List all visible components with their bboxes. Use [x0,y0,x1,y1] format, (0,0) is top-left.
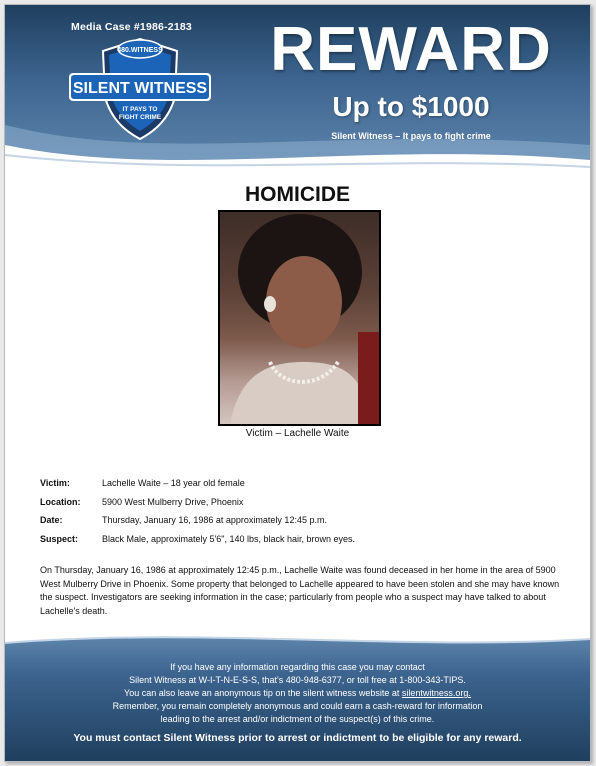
fact-label: Victim: [40,478,70,488]
reward-title: REWARD [270,15,552,84]
crime-type-heading: HOMICIDE [245,183,350,206]
footer-line-3 [5,688,590,698]
footer-line-2: Silent Witness at W-I-T-N-E-S-S, that's 480-948-6377, or toll free at 1-800-343-TIPS. [129,675,466,685]
fact-value: Black Male, approximately 5'6", 140 lbs, black hair, brown eyes. [102,533,356,544]
photo-caption: Victim – Lachelle Waite [245,428,350,439]
victim-photo [218,210,381,426]
footer-line-1: If you have any information regarding this case you may contact [170,662,425,672]
fact-value: Lachelle Waite – 18 year old female [102,478,245,488]
case-narrative: On Thursday, January 16, 1986 at approximately 12:45 p.m., Lachelle Waite was found deceased in her home in the area of 5900 West Mulberry Drive in Phoenix. Some property that belonged to Lachelle appeared to have been stolen and she may have known the suspect. Investigators are seeking information in the case; particularly from people who a suspect may have talked to about Lachelle's death. [40,565,560,616]
logo-sub-text-1: IT PAYS TO [122,106,158,113]
footer-line-5: leading to the arrest and/or indictment of the suspect(s) of this crime. [160,714,435,724]
fact-label: Location: [40,496,81,507]
victim-portrait-placeholder [220,212,379,424]
header-tagline: Silent Witness – It pays to fight crime [331,131,491,141]
flyer-page [4,4,591,762]
website-link[interactable]: silentwitness.org. [401,688,471,698]
silent-witness-logo [65,35,215,143]
reward-amount: Up to $1000 [332,91,490,122]
logo-sub-text-2: FIGHT CRIME [118,114,162,121]
logo-main-text: SILENT WITNESS [72,80,208,97]
footer-line-4: Remember, you remain completely anonymous and could earn a cash-reward for information [112,701,483,711]
footer-line-3-text: You can also leave an anonymous tip on the silent witness website at [124,688,400,698]
header-banner [5,5,590,173]
fact-value: 5900 West Mulberry Drive, Phoenix [102,496,244,507]
fact-value: Thursday, January 16, 1986 at approximately 12:45 p.m. [102,515,327,525]
footer-eligibility-notice: You must contact Silent Witness prior to arrest or indictment to be eligible for any reward. [73,732,522,744]
media-case-number: Media Case #1986-2183 [71,21,192,33]
fact-label: Date: [40,515,63,525]
logo-number-text: 480.WITNESS [117,47,163,54]
fact-label: Suspect: [40,533,79,544]
